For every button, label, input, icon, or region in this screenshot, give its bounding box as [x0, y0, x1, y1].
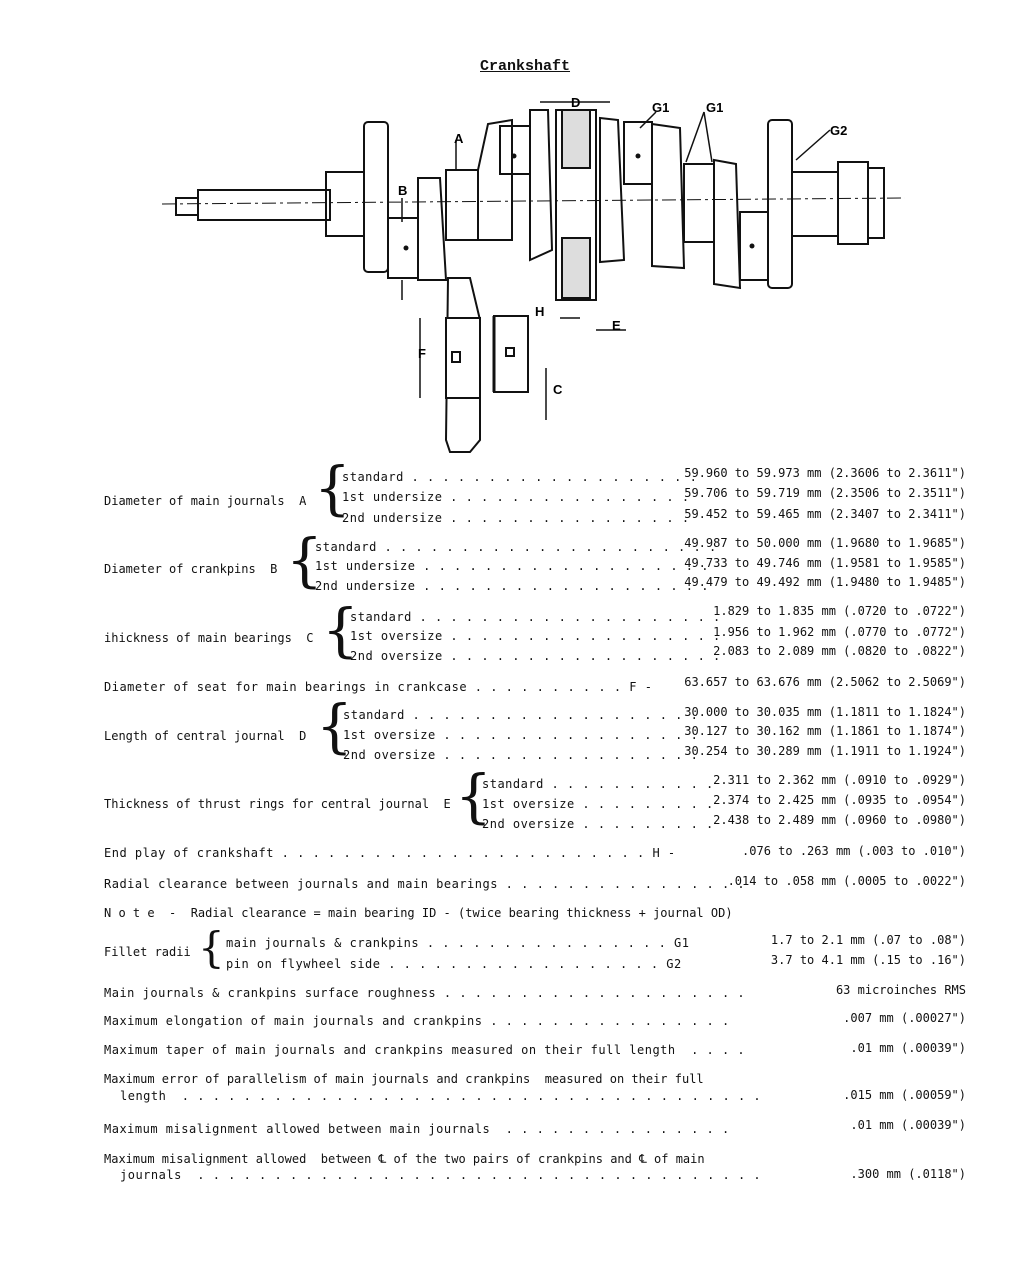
label-a: A — [454, 131, 464, 146]
crankpins-value: 49.733 to 49.746 mm (1.9581 to 1.9585") — [684, 556, 966, 570]
main-bearings-brace: { — [322, 596, 359, 664]
thrust-rings-row: standard . . . . . . . . . . . — [482, 777, 714, 791]
radial-clearance-label: Radial clearance between journals and main bearings . . . . . . . . . . . . . . . . — [104, 877, 746, 891]
crankpins-row: 1st undersize . . . . . . . . . . . . . . . . . . . — [315, 559, 709, 573]
thrust-rings-brace: { — [455, 762, 492, 830]
main-bearings-value: 1.956 to 1.962 mm (.0770 to .0772") — [713, 625, 966, 639]
main-journals-row: 1st undersize . . . . . . . . . . . . . . . . — [342, 490, 690, 504]
label-g1-first: G1 — [652, 100, 670, 115]
central-journal-value: 30.127 to 30.162 mm (1.1861 to 1.1874") — [684, 724, 966, 738]
seat-diameter-label: Diameter of seat for main bearings in crankcase . . . . . . . . . . F - — [104, 680, 653, 694]
central-journal-row: 1st oversize . . . . . . . . . . . . . . . . . — [343, 728, 699, 742]
main-journals-value: 59.706 to 59.719 mm (2.3506 to 2.3511") — [684, 486, 966, 500]
label-h: H — [535, 304, 545, 319]
misalignment-main-value: .01 mm (.00039") — [850, 1118, 966, 1132]
misalignment-pins-value: .300 mm (.0118") — [850, 1167, 966, 1181]
fillet-row: main journals & crankpins . . . . . . . . . . . . . . . . G1 — [226, 936, 690, 950]
central-journal-label: Length of central journal D — [104, 729, 307, 743]
label-e: E — [612, 318, 621, 333]
end-play-value: .076 to .263 mm (.003 to .010") — [742, 844, 966, 858]
elongation-label: Maximum elongation of main journals and crankpins . . . . . . . . . . . . . . . . — [104, 1014, 730, 1028]
crankpins-row: standard . . . . . . . . . . . . . . . . . . . . . . — [315, 540, 717, 554]
elongation-value: .007 mm (.00027") — [843, 1011, 966, 1025]
misalignment-pins-label: Maximum misalignment allowed between ℄ of the two pairs of crankpins and ℄ of main — [104, 1152, 705, 1166]
main-bearings-label: ihickness of main bearings C — [104, 631, 314, 645]
main-bearings-value: 1.829 to 1.835 mm (.0720 to .0722") — [713, 604, 966, 618]
end-play-label: End play of crankshaft . . . . . . . . . . . . . . . . . . . . . . . . H - — [104, 846, 676, 860]
main-journals-row: standard . . . . . . . . . . . . . . . . . . . — [342, 470, 698, 484]
fillet-brace: { — [198, 923, 225, 972]
misalignment-main-label: Maximum misalignment allowed between main journals . . . . . . . . . . . . . . . — [104, 1122, 730, 1136]
thrust-rings-row: 2nd oversize . . . . . . . . . — [482, 817, 714, 831]
central-journal-value: 30.254 to 30.289 mm (1.1911 to 1.1924") — [684, 744, 966, 758]
thrust-rings-value: 2.374 to 2.425 mm (.0935 to .0954") — [713, 793, 966, 807]
clearance-note: N o t e - Radial clearance = main bearing ID - (twice bearing thickness + journal OD) — [104, 906, 733, 920]
taper-label: Maximum taper of main journals and crankpins measured on their full length . . . . — [104, 1043, 746, 1057]
parallelism-label-cont: length . . . . . . . . . . . . . . . . . . . . . . . . . . . . . . . . . . . . . . — [120, 1089, 762, 1103]
crankpins-row: 2nd undersize . . . . . . . . . . . . . . . . . . . — [315, 579, 709, 593]
fillet-label: Fillet radii — [104, 945, 191, 959]
label-b: B — [398, 183, 408, 198]
thrust-rings-value: 2.311 to 2.362 mm (.0910 to .0929") — [713, 773, 966, 787]
crankpins-label: Diameter of crankpins B — [104, 562, 278, 576]
seat-diameter-value: 63.657 to 63.676 mm (2.5062 to 2.5069") — [684, 675, 966, 689]
main-journals-row: 2nd undersize . . . . . . . . . . . . . . . . — [342, 511, 690, 525]
main-bearings-value: 2.083 to 2.089 mm (.0820 to .0822") — [713, 644, 966, 658]
crankpins-brace: { — [286, 526, 323, 594]
roughness-label: Main journals & crankpins surface roughness . . . . . . . . . . . . . . . . . . . . — [104, 986, 746, 1000]
crankshaft-diagram — [0, 0, 1024, 470]
thrust-rings-label: Thickness of thrust rings for central journal E — [104, 797, 451, 811]
label-g1-second: G1 — [706, 100, 724, 115]
parallelism-value: .015 mm (.00059") — [843, 1088, 966, 1102]
main-journals-value: 59.960 to 59.973 mm (2.3606 to 2.3611") — [684, 466, 966, 480]
main-bearings-row: 2nd oversize . . . . . . . . . . . . . . . . . . — [350, 649, 721, 663]
main-bearings-row: standard . . . . . . . . . . . . . . . . . . . . — [350, 610, 721, 624]
page-title: Crankshaft — [480, 58, 571, 75]
central-journal-row: 2nd oversize . . . . . . . . . . . . . . . . . — [343, 748, 699, 762]
main-journals-label: Diameter of main journals A — [104, 494, 307, 508]
central-journal-brace: { — [316, 692, 353, 760]
label-c: C — [553, 382, 563, 397]
label-d: D — [571, 95, 581, 110]
taper-value: .01 mm (.00039") — [850, 1041, 966, 1055]
fillet-value: 3.7 to 4.1 mm (.15 to .16") — [770, 953, 966, 967]
misalignment-pins-label-cont: journals . . . . . . . . . . . . . . . . . . . . . . . . . . . . . . . . . . . . . — [120, 1168, 762, 1182]
central-journal-row: standard . . . . . . . . . . . . . . . . . . . — [343, 708, 699, 722]
fillet-row: pin on flywheel side . . . . . . . . . . . . . . . . . . G2 — [226, 957, 682, 971]
radial-clearance-value: .014 to .058 mm (.0005 to .0022") — [727, 874, 966, 888]
main-journals-brace: { — [314, 454, 351, 522]
crankpins-value: 49.479 to 49.492 mm (1.9480 to 1.9485") — [684, 575, 966, 589]
thrust-rings-value: 2.438 to 2.489 mm (.0960 to .0980") — [713, 813, 966, 827]
thrust-rings-row: 1st oversize . . . . . . . . . — [482, 797, 714, 811]
label-f: F — [418, 346, 426, 361]
main-journals-value: 59.452 to 59.465 mm (2.3407 to 2.3411") — [684, 507, 966, 521]
main-bearings-row: 1st oversize . . . . . . . . . . . . . . . . . . — [350, 629, 721, 643]
label-g2: G2 — [830, 123, 848, 138]
roughness-value: 63 microinches RMS — [835, 983, 966, 997]
crankpins-value: 49.987 to 50.000 mm (1.9680 to 1.9685") — [684, 536, 966, 550]
fillet-value: 1.7 to 2.1 mm (.07 to .08") — [770, 933, 966, 947]
central-journal-value: 30.000 to 30.035 mm (1.1811 to 1.1824") — [684, 705, 966, 719]
parallelism-label: Maximum error of parallelism of main journals and crankpins measured on their full — [104, 1072, 704, 1086]
